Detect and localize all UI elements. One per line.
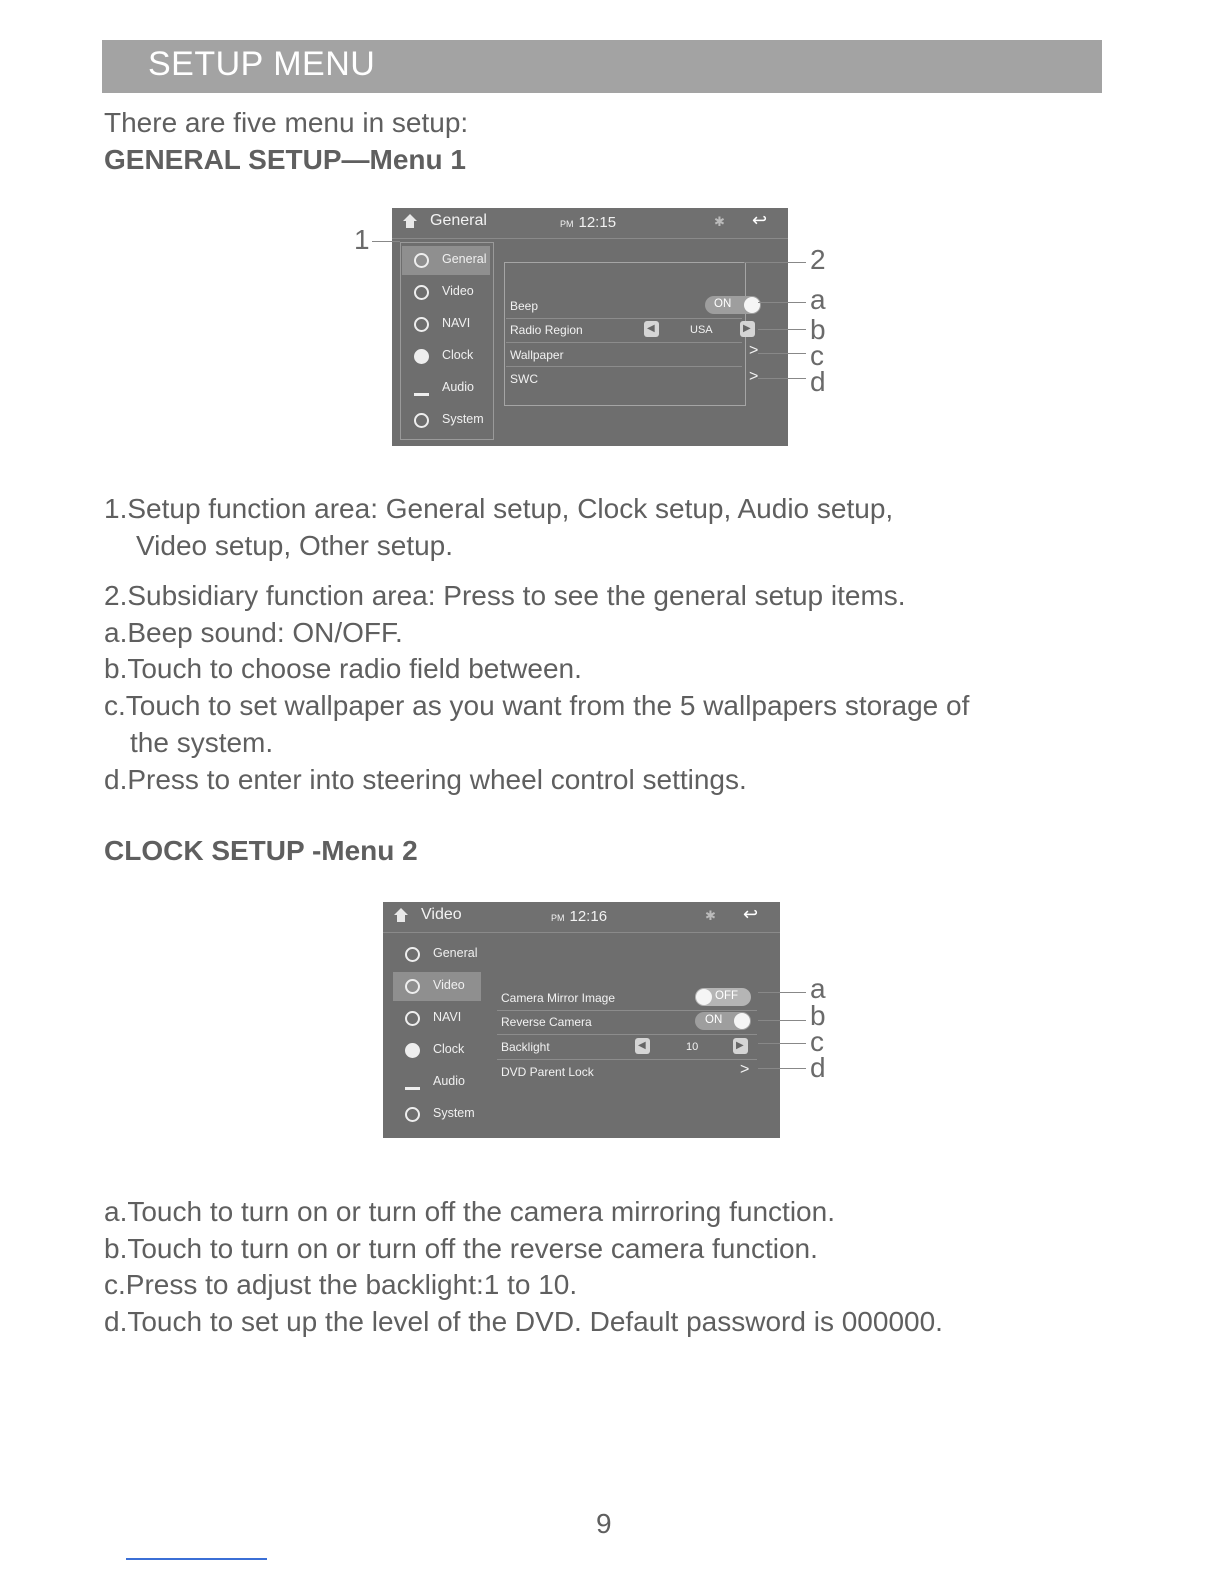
- row-label-wallpaper: Wallpaper: [510, 348, 564, 362]
- sidebar-item-clock[interactable]: Clock: [402, 342, 490, 371]
- row-divider: [497, 1010, 757, 1011]
- row-divider: [506, 366, 742, 367]
- sidebar-item-navi[interactable]: NAVI: [402, 310, 490, 339]
- gear-icon: [414, 253, 429, 268]
- callout-a: a: [810, 973, 826, 1004]
- callout-c: c: [810, 340, 824, 371]
- region-prev-button[interactable]: ◀: [644, 321, 659, 337]
- callout-leader: [758, 1020, 806, 1021]
- callout-a: a: [810, 284, 826, 315]
- note-line: the system.: [130, 727, 274, 758]
- wallpaper-chevron-icon[interactable]: >: [749, 342, 759, 359]
- callout-1: 1: [354, 224, 370, 255]
- sidebar-item-audio[interactable]: Audio: [393, 1068, 481, 1097]
- equalizer-icon: [405, 1075, 420, 1090]
- note-line: d.Touch to set up the level of the DVD. Default password is 000000.: [104, 1306, 943, 1337]
- general-setup-screen: [392, 208, 788, 446]
- note-line: 2.Subsidiary function area: Press to see the general setup items.: [104, 580, 906, 611]
- row-label-radio-region: Radio Region: [510, 323, 583, 337]
- backlight-value: 10: [686, 1041, 699, 1053]
- row-label-reverse-camera: Reverse Camera: [501, 1015, 592, 1029]
- compass-icon: [405, 1011, 420, 1026]
- back-icon[interactable]: ↩: [743, 904, 759, 924]
- page-number: 9: [596, 1508, 612, 1539]
- note-line: a.Beep sound: ON/OFF.: [104, 617, 403, 648]
- video-setup-screen: [383, 902, 780, 1138]
- row-divider: [497, 1059, 757, 1060]
- row-label-backlight: Backlight: [501, 1040, 550, 1054]
- note-line: d.Press to enter into steering wheel control settings.: [104, 764, 747, 795]
- callout-leader: [758, 302, 806, 303]
- callout-leader: [744, 262, 806, 263]
- film-reel-icon: [414, 285, 429, 300]
- row-divider: [506, 342, 742, 343]
- sidebar-item-video[interactable]: Video: [393, 972, 481, 1001]
- screen-clock: PM 12:16: [551, 908, 608, 925]
- footer-link-underline: [126, 1558, 267, 1560]
- camera-mirror-toggle[interactable]: OFF: [695, 988, 751, 1006]
- section-header-bar: [102, 40, 1102, 93]
- info-icon: [414, 413, 429, 428]
- callout-b: b: [810, 314, 826, 345]
- note-line: c.Touch to set wallpaper as you want from the 5 wallpapers storage of: [104, 690, 970, 721]
- back-icon[interactable]: ↩: [752, 210, 768, 230]
- screen-title: Video: [421, 906, 462, 923]
- beep-toggle[interactable]: ON: [705, 296, 761, 314]
- screen-topbar: [383, 902, 780, 933]
- equalizer-icon: [414, 381, 429, 396]
- note-line: a.Touch to turn on or turn off the camera mirroring function.: [104, 1196, 835, 1227]
- sidebar-item-system[interactable]: System: [402, 406, 490, 435]
- section-title: SETUP MENU: [148, 45, 376, 83]
- clock-icon: [405, 1043, 420, 1058]
- row-label-beep: Beep: [510, 299, 539, 313]
- callout-2: 2: [810, 244, 826, 275]
- note-line: 1.Setup function area: General setup, Clock setup, Audio setup,: [104, 493, 894, 524]
- screen-topbar: [392, 208, 788, 239]
- callout-b: b: [810, 1000, 826, 1031]
- compass-icon: [414, 317, 429, 332]
- home-icon[interactable]: [402, 213, 418, 229]
- callout-d: d: [810, 1052, 826, 1083]
- callout-leader: [758, 353, 806, 354]
- row-label-camera-mirror: Camera Mirror Image: [501, 991, 616, 1005]
- callout-leader: [758, 329, 806, 330]
- clock-icon: [414, 349, 429, 364]
- row-divider: [506, 318, 742, 319]
- sidebar-item-system[interactable]: System: [393, 1100, 481, 1129]
- callout-leader: [758, 1043, 806, 1044]
- film-reel-icon: [405, 979, 420, 994]
- callout-leader: [758, 992, 806, 993]
- backlight-decrease-button[interactable]: ◀: [635, 1038, 650, 1054]
- gear-icon: [405, 947, 420, 962]
- general-setup-heading: GENERAL SETUP—Menu 1: [104, 144, 466, 175]
- backlight-increase-button[interactable]: ▶: [733, 1038, 748, 1054]
- sidebar-item-audio[interactable]: Audio: [402, 374, 490, 403]
- callout-d: d: [810, 366, 826, 397]
- intro-text: There are five menu in setup:: [104, 107, 469, 138]
- sidebar-item-general[interactable]: General: [402, 246, 490, 275]
- callout-leader: [758, 378, 806, 379]
- bluetooth-icon: ✱: [705, 908, 716, 923]
- row-label-swc: SWC: [510, 372, 538, 386]
- swc-chevron-icon[interactable]: >: [749, 368, 759, 385]
- screen-title: General: [430, 212, 487, 229]
- note-line: b.Touch to turn on or turn off the reverse camera function.: [104, 1233, 818, 1264]
- note-line: Video setup, Other setup.: [136, 530, 454, 561]
- row-label-dvd-parent-lock: DVD Parent Lock: [501, 1065, 594, 1079]
- callout-c: c: [810, 1026, 824, 1057]
- sidebar-item-navi[interactable]: NAVI: [393, 1004, 481, 1033]
- note-line: c.Press to adjust the backlight:1 to 10.: [104, 1269, 578, 1300]
- row-divider: [497, 1034, 757, 1035]
- note-line: b.Touch to choose radio field between.: [104, 653, 582, 684]
- home-icon[interactable]: [393, 907, 409, 923]
- region-next-button[interactable]: ▶: [740, 321, 755, 337]
- dvd-lock-chevron-icon[interactable]: >: [740, 1061, 750, 1078]
- info-icon: [405, 1107, 420, 1122]
- callout-leader: [758, 1068, 806, 1069]
- clock-setup-heading: CLOCK SETUP -Menu 2: [104, 835, 418, 866]
- screen-clock: PM 12:15: [560, 214, 617, 231]
- sidebar-item-clock[interactable]: Clock: [393, 1036, 481, 1065]
- sidebar-item-general[interactable]: General: [393, 940, 481, 969]
- callout-leader: [372, 241, 400, 242]
- bluetooth-icon: ✱: [714, 214, 725, 229]
- reverse-camera-toggle[interactable]: ON: [695, 1012, 751, 1030]
- radio-region-value: USA: [690, 324, 713, 336]
- sidebar-item-video[interactable]: Video: [402, 278, 490, 307]
